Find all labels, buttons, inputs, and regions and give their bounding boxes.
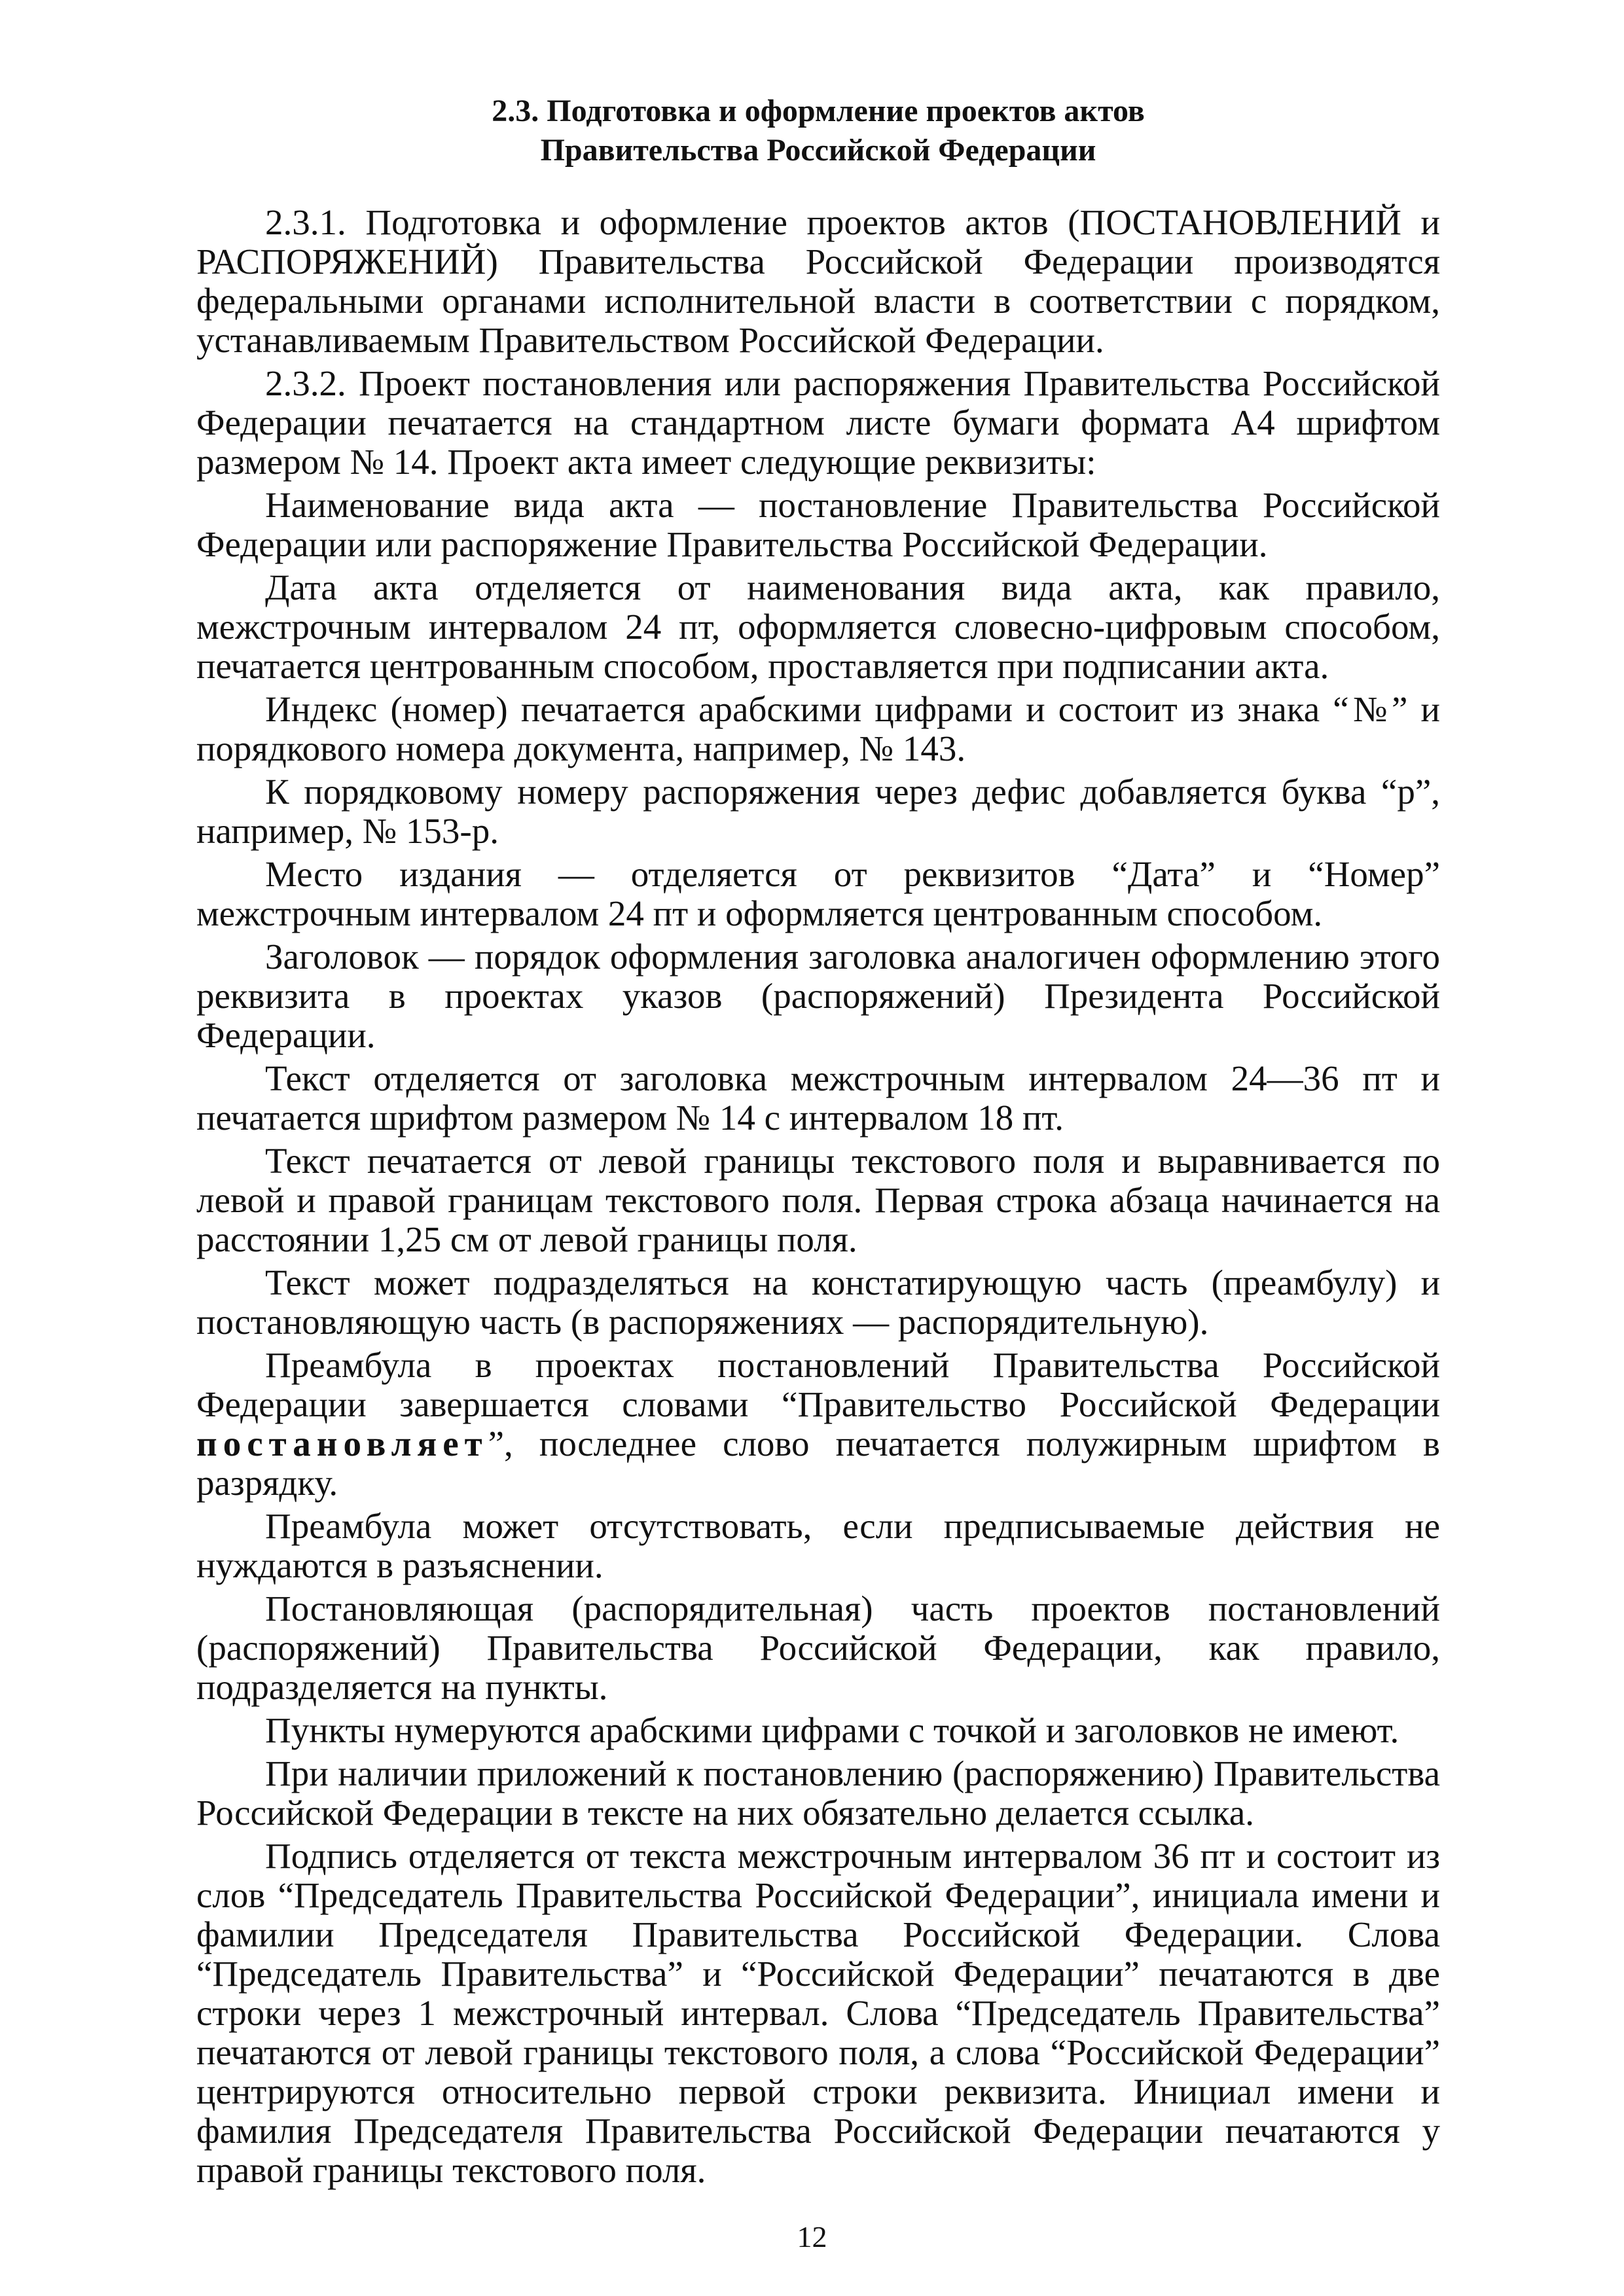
paragraph-place-of-issue: Место издания — отделяется от реквизитов “Дата” и “Номер” межстрочным интервалом 24 пт и оформляется центрованным способом. (196, 854, 1440, 933)
paragraph-title-requisite: Заголовок — порядок оформления заголовка аналогичен оформлению этого реквизита в проектах указов (распоряжений) Президента Российской Федерации. (196, 937, 1440, 1055)
section-title-line-1: 2.3. Подготовка и оформление проектов актов (492, 94, 1145, 128)
document-page (196, 92, 1440, 2194)
preamble-text-after: ”, последнее слово печатается полужирным шрифтом в разрядку. (196, 1424, 1440, 1503)
paragraph-order-suffix: К порядковому номеру распоряжения через дефис добавляется буква “р”, например, № 153-р. (196, 772, 1440, 851)
paragraph-index-number: Индекс (номер) печатается арабскими цифрами и состоит из знака “№” и порядкового номера документа, например, № 143. (196, 689, 1440, 768)
section-heading (196, 92, 1440, 170)
paragraph-operative-part: Постановляющая (распорядительная) часть проектов постановлений (распоряжений) Правительства Российской Федерации, как правило, подразделяется на пункты. (196, 1588, 1440, 1707)
paragraph-2-3-2: 2.3.2. Проект постановления или распоряжения Правительства Российской Федерации печатается на стандартном листе бумаги формата А4 шрифтом размером № 14. Проект акта имеет следующие реквизиты: (196, 363, 1440, 482)
paragraph-text-alignment: Текст печатается от левой границы текстового поля и выравнивается по левой и правой границам текстового поля. Первая строка абзаца начинается на расстоянии 1,25 см от левой границы поля. (196, 1141, 1440, 1259)
paragraph-act-date: Дата акта отделяется от наименования вида акта, как правило, межстрочным интервалом 24 пт, оформляется словесно-цифровым способом, печатается центрованным способом, проставляется при подписании акта. (196, 567, 1440, 686)
section-title-line-2: Правительства Российской Федерации (540, 133, 1096, 168)
paragraph-appendix-reference: При наличии приложений к постановлению (распоряжению) Правительства Российской Федерации в тексте на них обязательно делается ссылка. (196, 1753, 1440, 1833)
paragraph-act-type-name: Наименование вида акта — постановление Правительства Российской Федерации или распоряжение Правительства Российской Федерации. (196, 485, 1440, 564)
paragraph-clause-numbering: Пункты нумеруются арабскими цифрами с точкой и заголовков не имеют. (265, 1710, 1399, 1750)
paragraph-2-3-1: 2.3.1. Подготовка и оформление проектов актов (ПОСТАНОВЛЕНИЙ и РАСПОРЯЖЕНИЙ) Правительства Российской Федерации производятся федеральными органами исполнительной власти в соответствии с порядком, устанавливаемым Правительством Российской Федерации. (196, 202, 1440, 360)
preamble-spaced-word: постановляет (196, 1424, 488, 1463)
paragraph-signature: Подпись отделяется от текста межстрочным интервалом 36 пт и состоит из слов “Председатель Правительства Российской Федерации”, инициала имени и фамилии Председателя Правительства Российской Федерации. Слова “Председатель Правительства” и “Российской Федерации” печатаются в две строки через 1 межстрочный интервал. Слова “Председатель Правительства” печатаются от левой границы текстового поля, а слова “Российской Федерации” центрируются относительно первой строки реквизита. Инициал имени и фамилия Председателя Правительства Российской Федерации печатаются у правой границы текстового поля. (196, 1836, 1440, 2190)
paragraph-text-parts: Текст может подразделяться на констатирующую часть (преамбулу) и постановляющую часть (в распоряжениях — распорядительную). (196, 1263, 1440, 1342)
paragraph-preamble (196, 1346, 1440, 1503)
paragraph-text-spacing: Текст отделяется от заголовка межстрочным интервалом 24—36 пт и печатается шрифтом размером № 14 с интервалом 18 пт. (196, 1058, 1440, 1138)
preamble-text-before: Преамбула в проектах постановлений Правительства Российской Федерации завершается словами “Правительство Российской Федерации (196, 1345, 1440, 1424)
paragraph-preamble-optional: Преамбула может отсутствовать, если предписываемые действия не нуждаются в разъяснении. (196, 1506, 1440, 1585)
page-number: 12 (797, 2220, 827, 2253)
